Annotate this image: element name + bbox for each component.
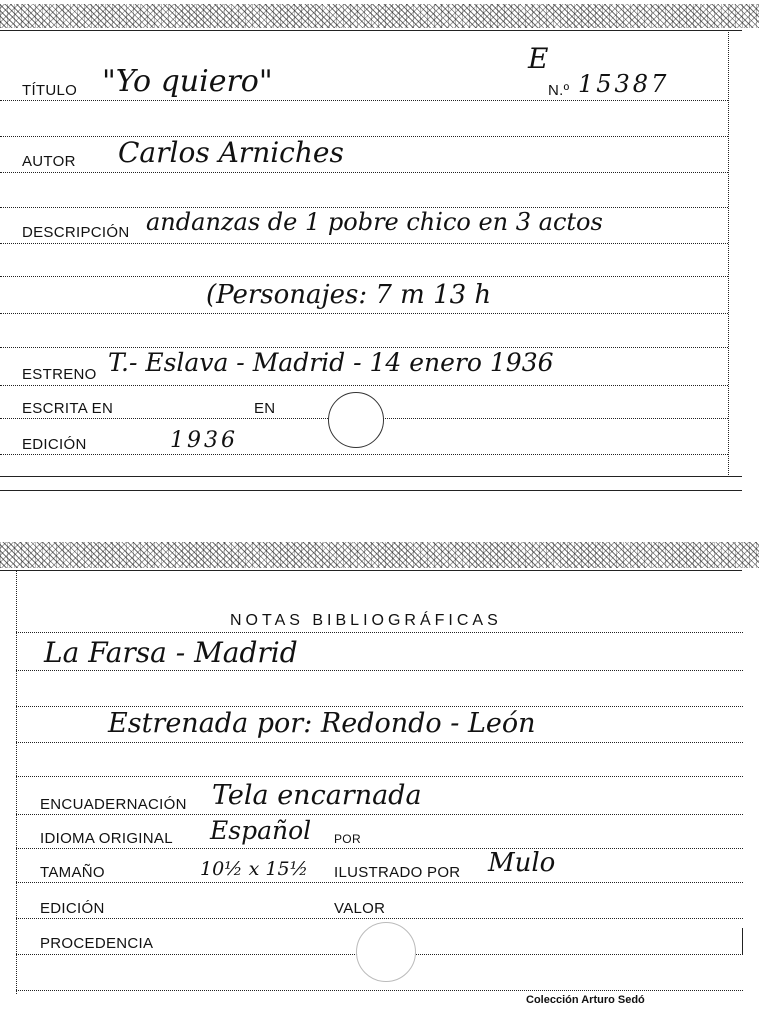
marca-value: E <box>528 42 549 75</box>
numero-label: N.º <box>548 82 570 99</box>
autor-value: Carlos Arniches <box>118 136 344 169</box>
note-2: Estrenada por: Redondo - León <box>108 708 536 739</box>
collection-footer: Colección Arturo Sedó <box>526 994 645 1006</box>
valor-label: VALOR <box>334 900 386 917</box>
tamano-value: 10½ x 15½ <box>200 858 308 880</box>
estreno-label: ESTRENO <box>22 366 97 383</box>
card-bottom-line <box>16 990 743 991</box>
card-left-edge <box>16 570 17 994</box>
heading-line <box>16 632 743 633</box>
titulo-label: TÍTULO <box>22 82 78 99</box>
idioma-line <box>16 848 743 849</box>
rule-line <box>16 706 743 707</box>
autor-label: AUTOR <box>22 153 76 170</box>
tamano-label: TAMAÑO <box>40 864 105 881</box>
edicion2-label: EDICIÓN <box>40 900 105 917</box>
card-top-edge-texture <box>0 4 759 28</box>
idioma-value: Español <box>210 816 312 845</box>
numero-value: 15387 <box>578 70 670 98</box>
por-label: POR <box>334 832 361 846</box>
encuadernacion-line <box>16 814 743 815</box>
edicion-label: EDICIÓN <box>22 436 87 453</box>
autor-line <box>0 172 728 173</box>
estreno-value: T.- Eslava - Madrid - 14 enero 1936 <box>108 348 554 377</box>
card-right-edge <box>728 30 729 475</box>
procedencia-right-tick <box>742 928 743 954</box>
encuadernacion-label: ENCUADERNACIÓN <box>40 796 187 813</box>
rule-line <box>0 276 728 277</box>
edicion-value: 1936 <box>170 428 238 453</box>
en-label: EN <box>254 400 276 417</box>
note-1: La Farsa - Madrid <box>44 636 298 669</box>
descripcion-value-1: andanzas de 1 pobre chico en 3 actos <box>146 208 603 236</box>
estreno-line <box>0 385 728 386</box>
catalog-card-top <box>0 0 759 500</box>
note-line-2 <box>16 742 743 743</box>
card-top-border <box>0 570 742 571</box>
card-top-edge-texture <box>0 542 759 568</box>
idioma-label: IDIOMA ORIGINAL <box>40 830 173 847</box>
card-bottom-border-2 <box>0 490 742 491</box>
descripcion-line-2 <box>0 313 728 314</box>
titulo-value: "Yo quiero" <box>102 64 273 99</box>
escrita-en-label: ESCRITA EN <box>22 400 114 417</box>
titulo-line <box>0 100 728 101</box>
notas-heading: NOTAS BIBLIOGRÁFICAS <box>230 612 502 629</box>
ilustrado-label: ILUSTRADO POR <box>334 864 461 881</box>
catalog-card-bottom <box>0 530 759 1028</box>
edicion2-line <box>16 918 743 919</box>
card-top-border <box>0 30 742 31</box>
card-bottom-border <box>0 476 742 477</box>
descripcion-value-2: (Personajes: 7 m 13 h <box>206 280 492 310</box>
note-line-1 <box>16 670 743 671</box>
descripcion-line-1 <box>0 243 728 244</box>
rule-line <box>16 776 743 777</box>
tamano-line <box>16 882 743 883</box>
edicion-line <box>0 454 728 455</box>
stamp-circle-2 <box>356 922 416 982</box>
procedencia-label: PROCEDENCIA <box>40 935 154 952</box>
ilustrado-value: Mulo <box>488 848 556 878</box>
encuadernacion-value: Tela encarnada <box>212 780 422 811</box>
rule-line <box>0 136 728 137</box>
descripcion-label: DESCRIPCIÓN <box>22 224 130 241</box>
stamp-circle <box>328 392 384 448</box>
